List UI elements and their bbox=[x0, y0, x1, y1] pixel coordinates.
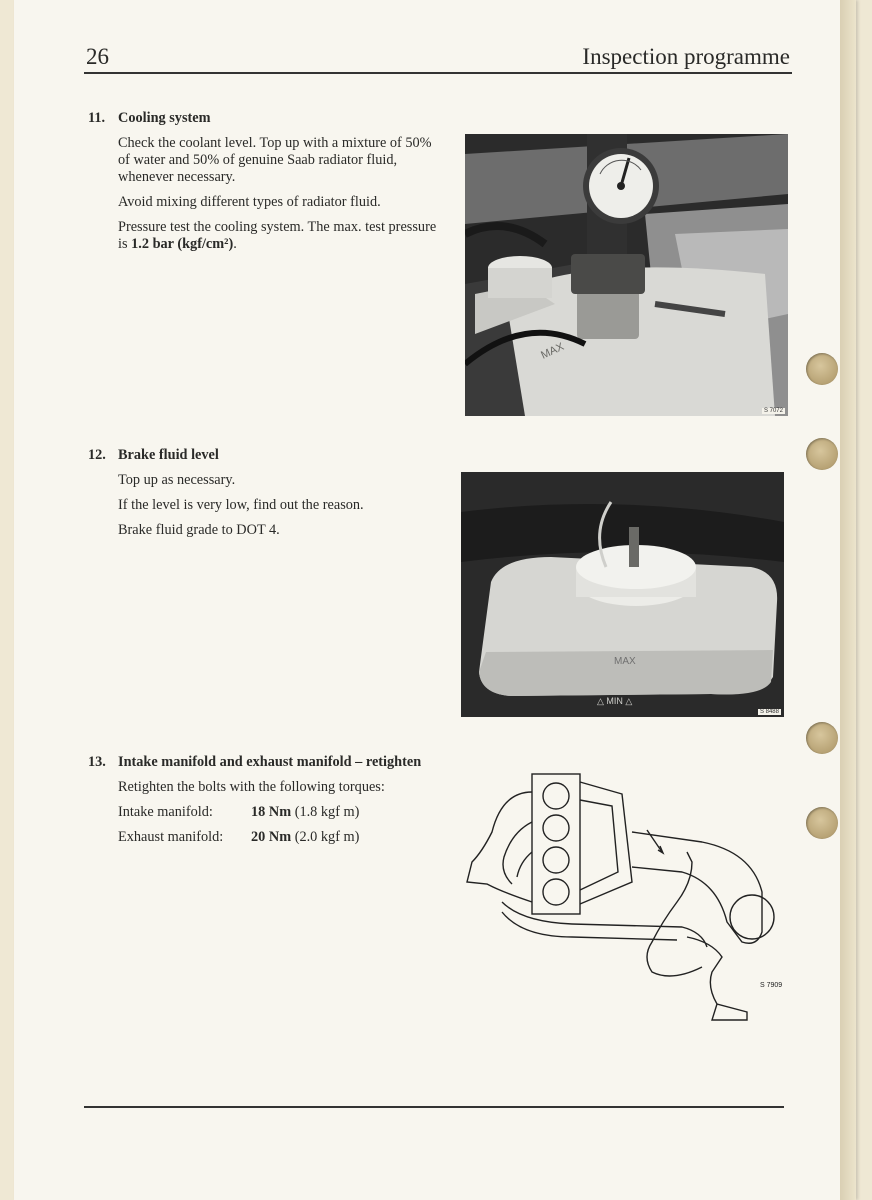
item-paragraph: Retighten the bolts with the following torques: bbox=[118, 779, 385, 795]
figure-max-label: MAX bbox=[614, 656, 636, 667]
torque-label: Intake manifold: bbox=[118, 804, 213, 820]
item-paragraph: Check the coolant level. Top up with a mixture of 50% of water and 50% of genuine Saab radiator fluid, whenever necessary. bbox=[118, 135, 432, 185]
brake-fluid-photo bbox=[461, 472, 784, 717]
torque-label: Exhaust manifold: bbox=[118, 829, 224, 845]
header-rule bbox=[84, 72, 792, 74]
item-paragraph: Avoid mixing different types of radiator fluid. bbox=[118, 194, 381, 210]
torque-row bbox=[118, 804, 448, 821]
figure-code: S 7072 bbox=[763, 408, 783, 414]
manifold-diagram bbox=[462, 772, 782, 1022]
cooling-system-photo bbox=[465, 134, 788, 416]
item-number: 11. bbox=[88, 110, 106, 126]
figure-code: S 8488 bbox=[759, 709, 779, 715]
item-heading: Cooling system bbox=[118, 110, 211, 126]
item-manifold-retighten bbox=[88, 754, 448, 846]
pressure-end: . bbox=[233, 236, 237, 252]
binder-hole bbox=[806, 353, 838, 385]
torque-row bbox=[118, 829, 448, 846]
torque-value: 20 Nm bbox=[251, 829, 292, 845]
pressure-value: 1.2 bar (kgf/cm²) bbox=[131, 236, 234, 252]
item-paragraph: If the level is very low, find out the reason. bbox=[118, 497, 364, 513]
item-paragraph bbox=[118, 219, 438, 253]
torque-alt: (1.8 kgf m) bbox=[294, 804, 360, 820]
torque-alt: (2.0 kgf m) bbox=[294, 829, 360, 845]
pressure-text: Pressure test the cooling system. The max. test pressure is bbox=[118, 219, 437, 252]
item-cooling-system bbox=[88, 110, 438, 253]
footer-rule bbox=[84, 1106, 784, 1108]
item-brake-fluid-level bbox=[88, 447, 438, 539]
item-heading: Intake manifold and exhaust manifold – retighten bbox=[118, 754, 422, 770]
pressure-tester-illustration bbox=[465, 134, 788, 416]
brake-reservoir-illustration bbox=[461, 472, 784, 717]
binder-hole bbox=[806, 722, 838, 754]
page-edge bbox=[840, 0, 856, 1200]
binder-hole bbox=[806, 807, 838, 839]
item-paragraph: Top up as necessary. bbox=[118, 472, 236, 488]
figure-code: S 7909 bbox=[760, 982, 783, 989]
item-number: 12. bbox=[88, 447, 106, 463]
torque-value: 18 Nm bbox=[251, 804, 292, 820]
binder-hole bbox=[806, 438, 838, 470]
figure-max-label: MAX bbox=[539, 340, 566, 362]
page-number: 26 bbox=[86, 44, 109, 69]
item-heading: Brake fluid level bbox=[118, 447, 219, 463]
section-title: Inspection programme bbox=[582, 44, 790, 69]
item-paragraph: Brake fluid grade to DOT 4. bbox=[118, 522, 280, 538]
item-number: 13. bbox=[88, 754, 106, 770]
figure-min-label: △ MIN △ bbox=[597, 696, 633, 706]
